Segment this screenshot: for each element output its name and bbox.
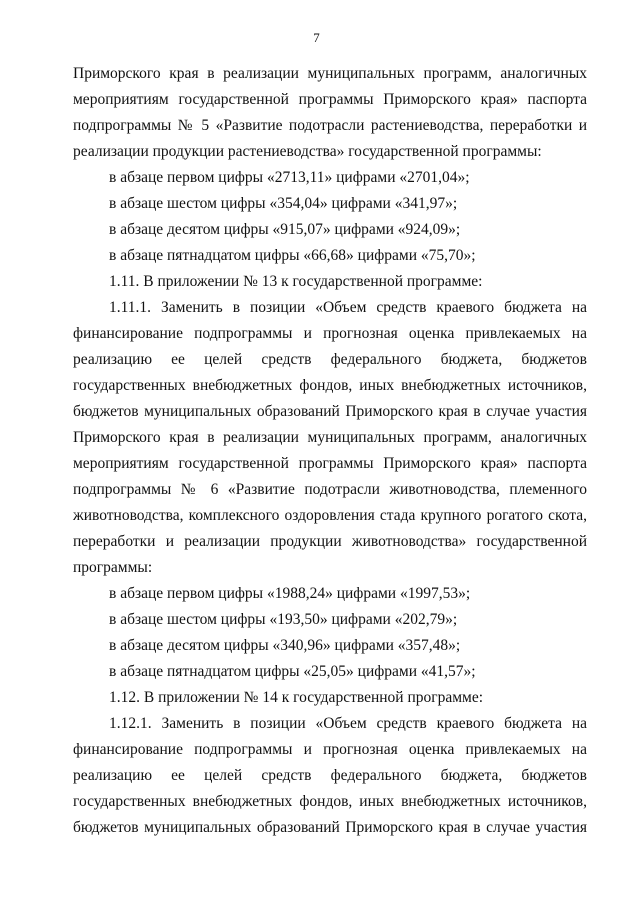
paragraph-item: в абзаце десятом цифры «340,96» цифрами «357,48»; bbox=[109, 637, 461, 654]
paragraph-line: финансирование подпрограммы и прогнозная оценка привлекаемых на bbox=[73, 325, 587, 342]
paragraph-line: бюджетов муниципальных образований Приморского края в случае участия bbox=[73, 819, 587, 836]
paragraph-item: в абзаце пятнадцатом цифры «25,05» цифрами «41,57»; bbox=[109, 663, 476, 680]
document-body bbox=[73, 61, 587, 841]
paragraph-line: реализацию ее целей средств федерального бюджета, бюджетов bbox=[73, 351, 587, 368]
paragraph-line: 1.12.1. Заменить в позиции «Объем средств краевого бюджета на bbox=[109, 715, 587, 732]
paragraph-item: в абзаце первом цифры «2713,11» цифрами «2701,04»; bbox=[109, 169, 470, 186]
paragraph-line: 1.11.1. Заменить в позиции «Объем средств краевого бюджета на bbox=[109, 299, 587, 316]
paragraph-line: финансирование подпрограммы и прогнозная оценка привлекаемых на bbox=[73, 741, 587, 758]
paragraph-line: мероприятиям государственной программы Приморского края» паспорта bbox=[73, 455, 587, 472]
paragraph-line: подпрограммы № 5 «Развитие подотрасли растениеводства, переработки и bbox=[73, 117, 587, 134]
paragraph-line: подпрограммы № 6 «Развитие подотрасли животноводства, племенного bbox=[73, 481, 587, 498]
paragraph-line: мероприятиям государственной программы Приморского края» паспорта bbox=[73, 91, 587, 108]
paragraph-item: в абзаце шестом цифры «193,50» цифрами «202,79»; bbox=[109, 611, 458, 628]
paragraph-line: реализацию ее целей средств федерального бюджета, бюджетов bbox=[73, 767, 587, 784]
paragraph-item: 1.11. В приложении № 13 к государственной программе: bbox=[109, 273, 483, 290]
paragraph-line: переработки и реализации продукции животноводства» государственной bbox=[73, 533, 587, 550]
paragraph-line: Приморского края в реализации муниципальных программ, аналогичных bbox=[73, 429, 587, 446]
paragraph-line: животноводства, комплексного оздоровления стада крупного рогатого скота, bbox=[73, 507, 587, 524]
paragraph-item: в абзаце первом цифры «1988,24» цифрами «1997,53»; bbox=[109, 585, 471, 602]
page-number: 7 bbox=[313, 30, 320, 45]
paragraph-line: бюджетов муниципальных образований Приморского края в случае участия bbox=[73, 403, 587, 420]
paragraph-line: Приморского края в реализации муниципальных программ, аналогичных bbox=[73, 65, 587, 82]
paragraph-line: программы: bbox=[73, 559, 153, 576]
paragraph-item: в абзаце десятом цифры «915,07» цифрами «924,09»; bbox=[109, 221, 461, 238]
paragraph-line: государственных внебюджетных фондов, иных внебюджетных источников, bbox=[73, 793, 587, 810]
paragraph-item: в абзаце шестом цифры «354,04» цифрами «341,97»; bbox=[109, 195, 458, 212]
paragraph-line: государственных внебюджетных фондов, иных внебюджетных источников, bbox=[73, 377, 587, 394]
paragraph-item: 1.12. В приложении № 14 к государственной программе: bbox=[109, 689, 484, 706]
paragraph-item: в абзаце пятнадцатом цифры «66,68» цифрами «75,70»; bbox=[109, 247, 476, 264]
paragraph-line: реализации продукции растениеводства» государственной программы: bbox=[73, 143, 542, 160]
